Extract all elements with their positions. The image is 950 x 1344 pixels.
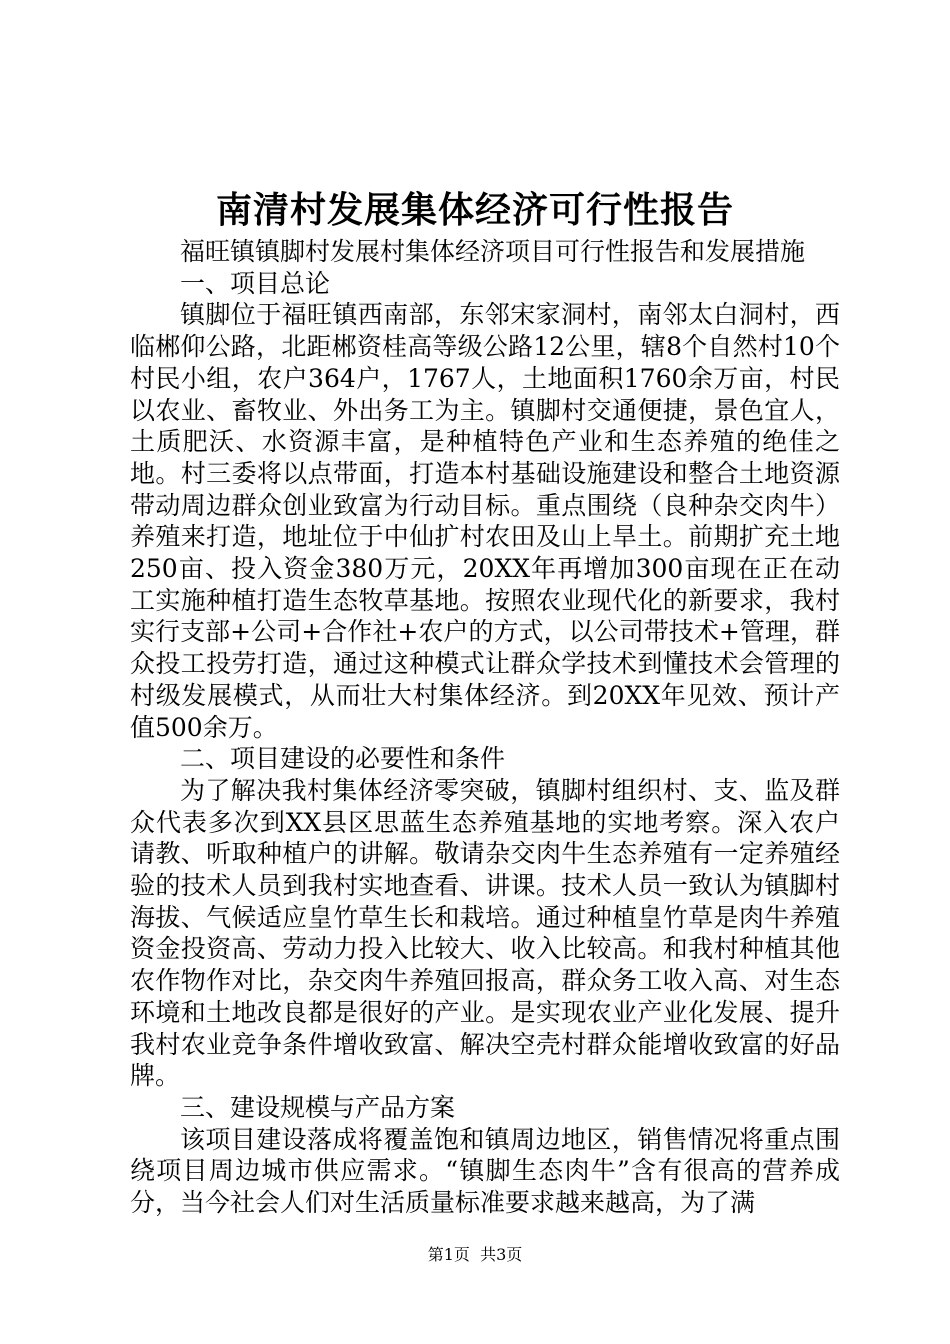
document-body: [130, 236, 840, 1219]
body-paragraph: 该项目建设落成将覆盖饱和镇周边地区，销售情况将重点围绕项目周边城市供应需求。“镇脚生态肉牛”含有很高的营养成分，当今社会人们对生活质量标准要求越来越高，为了满: [130, 1124, 840, 1218]
body-paragraph: 镇脚位于福旺镇西南部，东邻宋家洞村，南邻太白洞村，西临郴仰公路，北距郴资桂高等级公路12公里，辖8个自然村10个村民小组，农户364户，1767人，土地面积1760余万亩，村民以农业、畜牧业、外出务工为主。镇脚村交通便捷，景色宜人，土质肥沃、水资源丰富，是种植特色产业和生态养殖的绝佳之地。村三委将以点带面，打造本村基础设施建设和整合土地资源带动周边群众创业致富为行动目标。重点围绕（良种杂交肉牛）养殖来打造，地址位于中仙扩村农田及山上旱土。前期扩充土地250亩、投入资金380万元，20XX年再增加300亩现在正在动工实施种植打造生态牧草基地。按照农业现代化的新要求，我村实行支部+公司+合作社+农户的方式，以公司带技术+管理，群众投工投劳打造，通过这种模式让群众学技术到懂技术会管理的村级发展模式，从而壮大村集体经济。到20XX年见效、预计产值500余万。: [130, 300, 840, 742]
page-footer: 第1页 共3页: [427, 1245, 523, 1264]
subtitle-paragraph: 福旺镇镇脚村发展村集体经济项目可行性报告和发展措施: [180, 237, 806, 266]
section-heading: 一、项目总论: [180, 268, 331, 298]
body-paragraph: 为了解决我村集体经济零突破，镇脚村组织村、支、监及群众代表多次到XX县区思蓝生态养殖基地的实地考察。深入农户请教、听取种植户的讲解。敬请杂交肉牛生态养殖有一定养殖经验的技术人员到我村实地查看、讲课。技术人员一致认为镇脚村海拔、气候适应皇竹草生长和栽培。通过种植皇竹草是肉牛养殖资金投资高、劳动力投入比较大、收入比较高。和我村种植其他农作物作对比，杂交肉牛养殖回报高，群众务工收入高、对生态环境和土地改良都是很好的产业。是实现农业产业化发展、提升我村农业竞争条件增收致富、解决空壳村群众能增收致富的好品牌。: [130, 775, 840, 1091]
section-heading: 三、建设规模与产品方案: [180, 1092, 456, 1122]
section-heading: 二、项目建设的必要性和条件: [180, 744, 506, 774]
document-title: 南清村发展集体经济可行性报告: [215, 189, 734, 231]
